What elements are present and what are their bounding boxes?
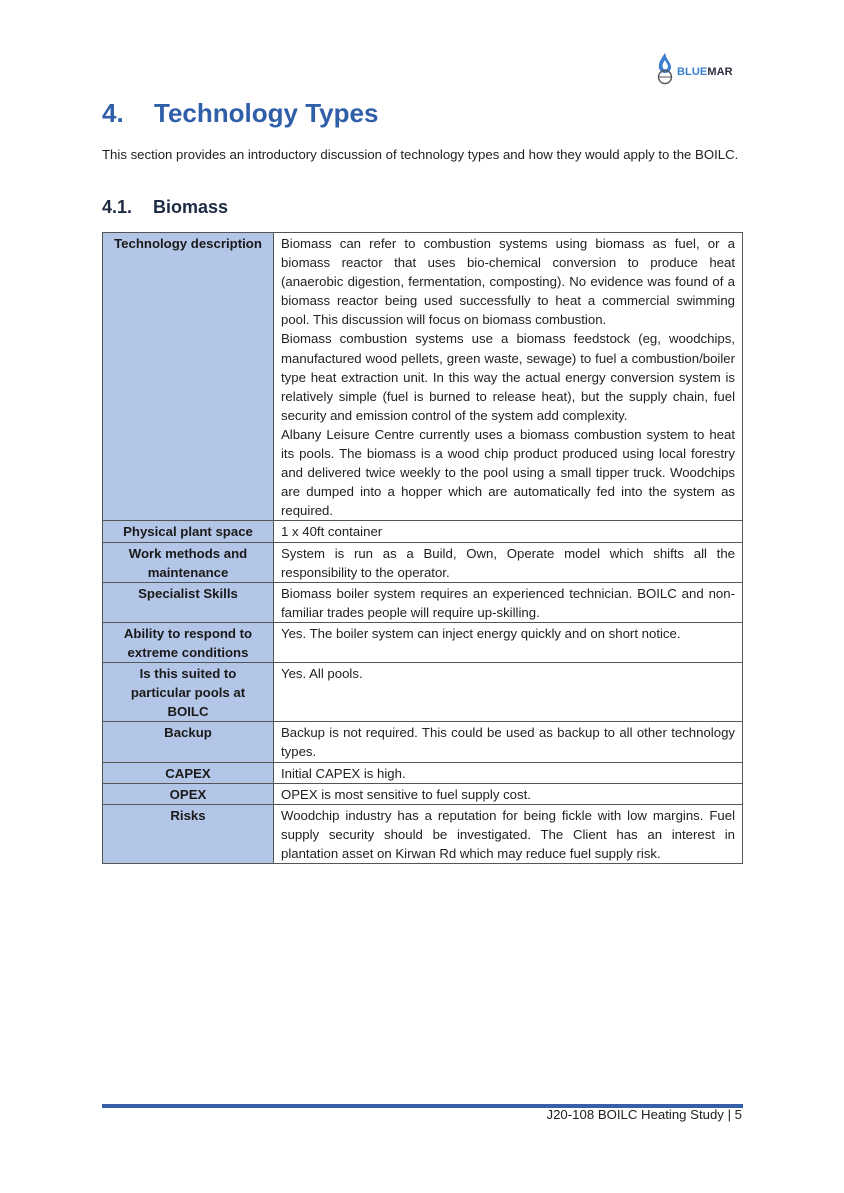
row-value: [274, 542, 743, 582]
table-row: [103, 622, 743, 662]
table-row: [103, 521, 743, 542]
row-value: [274, 804, 743, 863]
row-value: [274, 762, 743, 783]
row-label: CAPEX: [103, 762, 274, 783]
section-number: 4.: [102, 98, 124, 128]
subsection-number: 4.1.: [102, 197, 133, 217]
row-value: [274, 233, 743, 521]
row-paragraph: Initial CAPEX is high.: [281, 765, 406, 781]
row-label: Ability to respond to extreme conditions: [103, 622, 274, 662]
row-label: Specialist Skills: [103, 582, 274, 622]
row-value: [274, 622, 743, 662]
row-paragraph: 1 x 40ft container: [281, 524, 383, 540]
row-value: [274, 783, 743, 804]
row-paragraph: Biomass boiler system requires an experienced technician. BOILC and non-familiar trades people will require up-skilling.: [281, 585, 735, 620]
table-row: [103, 804, 743, 863]
biomass-table: [102, 232, 743, 864]
subsection-heading: [102, 197, 228, 218]
flame-droplet-icon: [654, 51, 676, 85]
row-paragraph: Biomass combustion systems use a biomass feedstock (eg, woodchips, manufactured wood pellets, green waste, sewage) to fuel a combustion/boiler type heat extraction unit. In this way the actual energy conversion system is relatively simple (fuel is burned to release heat), but the supply chain, fuel security and emission control of the system add complexity.: [281, 331, 735, 423]
table-row: [103, 542, 743, 582]
row-value: [274, 582, 743, 622]
subsection-title: Biomass: [153, 197, 229, 217]
row-label: Physical plant space: [103, 521, 274, 542]
row-paragraph: System is run as a Build, Own, Operate model which shifts all the responsibility to the operator.: [281, 545, 735, 580]
row-label: Risks: [103, 804, 274, 863]
table-row: [103, 233, 743, 521]
table-row: [103, 663, 743, 722]
row-label: Work methods and maintenance: [103, 542, 274, 582]
logo-text-dark: MAR: [707, 66, 733, 78]
row-value: [274, 521, 743, 542]
row-label: Backup: [103, 722, 274, 762]
section-heading: [102, 98, 378, 129]
row-paragraph: Biomass can refer to combustion systems using biomass as fuel, or a biomass reactor that uses bio-chemical conversion to produce heat (anaerobic digestion, fermentation, composting). No evidence was found of a biomass reactor being used successfully to heat a commercial swimming pool. This discussion will focus on biomass combustion.: [281, 236, 735, 328]
row-paragraph: Yes. The boiler system can inject energy quickly and on short notice.: [281, 625, 681, 641]
table-row: [103, 582, 743, 622]
row-value: [274, 663, 743, 722]
row-paragraph: Backup is not required. This could be used as backup to all other technology types.: [281, 725, 735, 760]
intro-paragraph: This section provides an introductory discussion of technology types and how they would apply to the BOILC.: [102, 147, 739, 162]
row-label: Is this suited to particular pools at BOILC: [103, 663, 274, 722]
row-label: Technology description: [103, 233, 274, 521]
row-value: [274, 722, 743, 762]
row-paragraph: Albany Leisure Centre currently uses a biomass combustion system to heat its pools. The biomass is a wood chip product produced using local forestry and delivered twice weekly to the pool using a small tipper truck. Woodchips are dumped into a hopper which are automatically fed into the system as required.: [281, 426, 735, 519]
table-row: [103, 783, 743, 804]
row-paragraph: OPEX is most sensitive to fuel supply cost.: [281, 786, 531, 802]
logo-text-blue: BLUE: [677, 66, 708, 78]
row-label: OPEX: [103, 783, 274, 804]
row-paragraph: Yes. All pools.: [281, 666, 363, 682]
section-title: Technology Types: [154, 98, 379, 128]
row-paragraph: Woodchip industry has a reputation for being fickle with low margins. Fuel supply security should be investigated. The Client has an interest in plantation asset on Kirwan Rd which may reduce fuel supply risk.: [281, 807, 735, 861]
bluemar-logo: [654, 50, 733, 86]
page-footer: J20-108 BOILC Heating Study | 5: [546, 1107, 742, 1122]
table-row: [103, 762, 743, 783]
table-row: [103, 722, 743, 762]
